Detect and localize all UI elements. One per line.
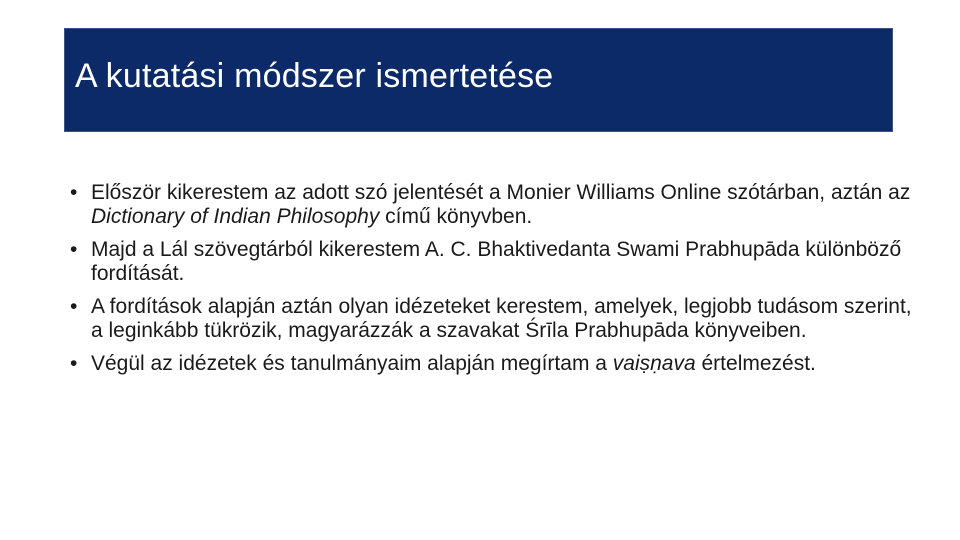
bullet-dot-icon: • <box>70 295 78 318</box>
bullet-text: Először kikerestem az adott szó jelentését a Monier Williams Online szótárban, aztán az <box>91 181 911 204</box>
title-banner <box>64 28 893 132</box>
bullet-list <box>70 181 920 385</box>
bullet-item <box>70 238 920 286</box>
bullet-italic-text: vaiṣṇava <box>612 352 696 375</box>
bullet-item <box>70 352 920 376</box>
bullet-text: értelmezést. <box>695 352 816 375</box>
bullet-item <box>70 181 920 229</box>
bullet-dot-icon: • <box>70 181 78 204</box>
bullet-item <box>70 295 920 343</box>
bullet-text: című könyvben. <box>379 205 533 228</box>
bullet-text: Majd a Lál szövegtárból kikerestem A. C. Bhaktivedanta Swami Prabhupāda különböző fordítását. <box>91 238 902 285</box>
bullet-italic-text: Dictionary of Indian Philosophy <box>91 205 380 228</box>
slide-title: A kutatási módszer ismertetése <box>75 57 554 95</box>
bullet-text: A fordítások alapján aztán olyan idézeteket kerestem, amelyek, legjobb tudásom szerint, a leginkább tükrözik, magyarázzák a szavakat Śrīla Prabhupāda könyveiben. <box>91 295 912 342</box>
bullet-dot-icon: • <box>70 352 78 375</box>
bullet-dot-icon: • <box>70 238 78 261</box>
bullet-text: Végül az idézetek és tanulmányaim alapján megírtam a <box>91 352 613 375</box>
